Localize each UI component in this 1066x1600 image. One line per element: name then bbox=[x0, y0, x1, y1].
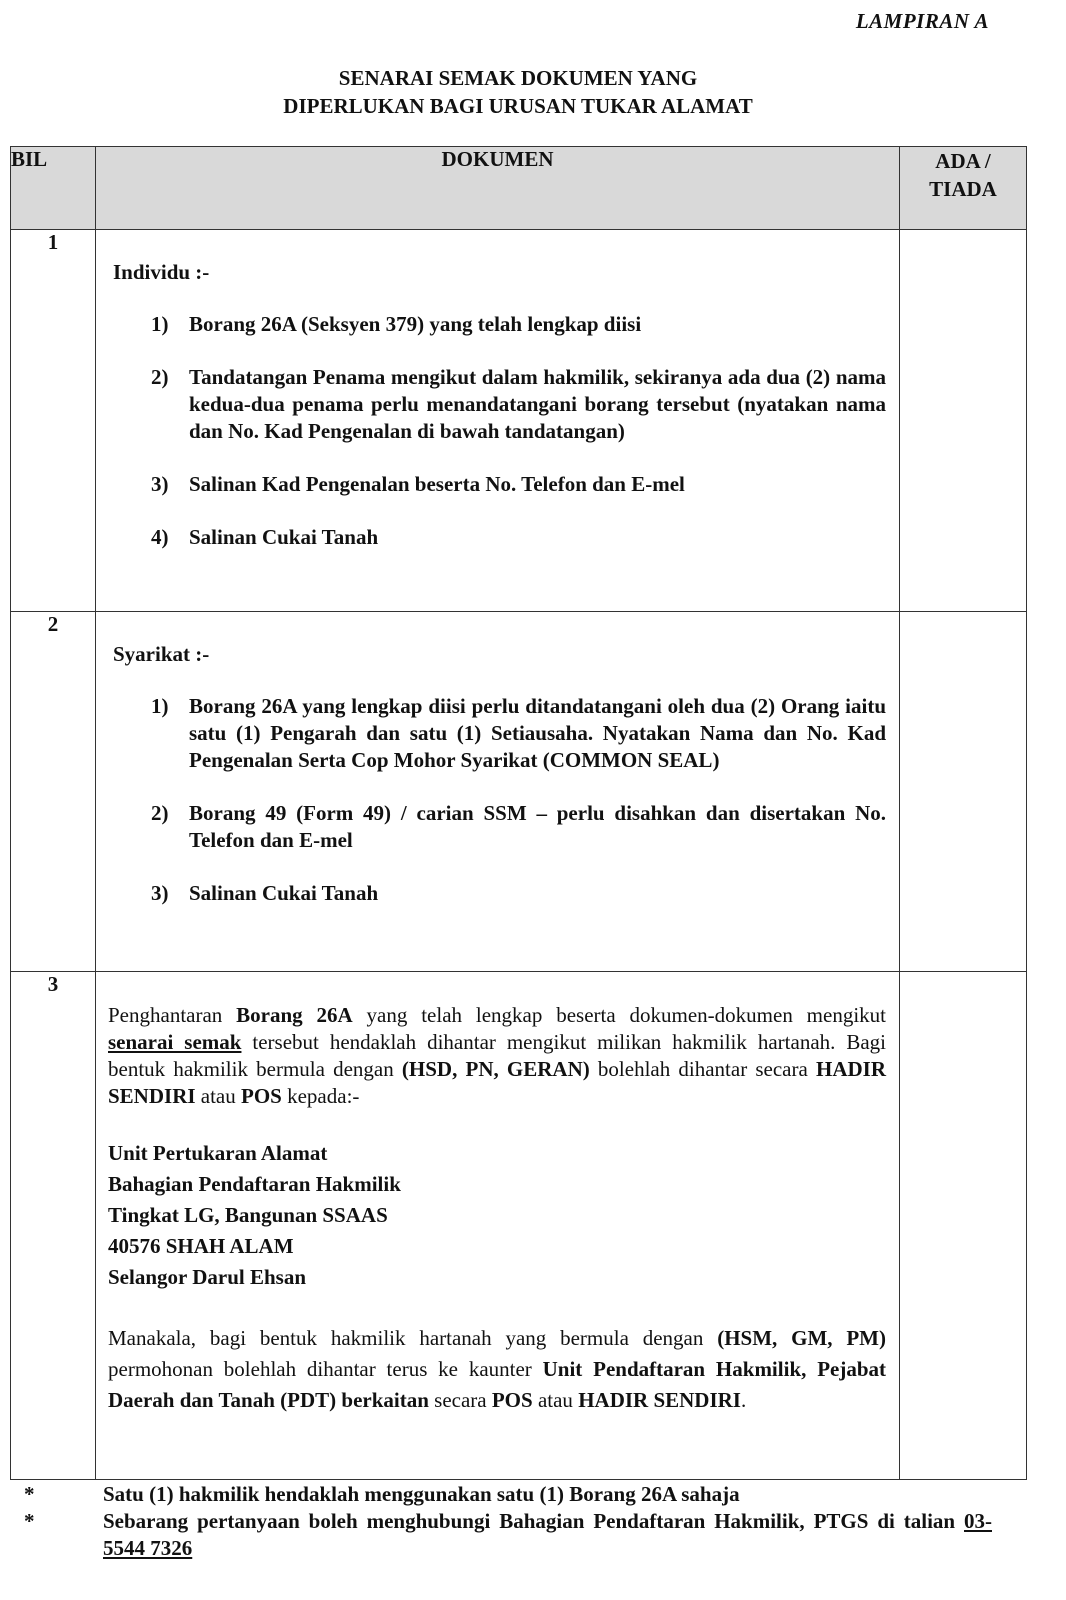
column-header-ada-tiada bbox=[900, 147, 1027, 230]
item-number: 1) bbox=[151, 694, 169, 718]
ada-tiada-cell[interactable] bbox=[900, 612, 1027, 972]
annex-label: LAMPIRAN A bbox=[855, 9, 989, 33]
text-run: secara bbox=[428, 1388, 492, 1412]
item-text: Salinan Kad Pengenalan beserta No. Telefon dan E-mel bbox=[189, 472, 685, 496]
row-number: 2 bbox=[11, 612, 96, 972]
item-text: Borang 26A yang lengkap diisi perlu ditandatangani oleh dua (2) Orang iaitu satu (1) Pengarah dan satu (1) Setiausaha. Nyatakan Nama dan No. Kad Pengenalan Serta Cop Mohor Syarikat (COMMON SEAL) bbox=[189, 694, 886, 772]
text-run: Penghantaran bbox=[108, 1003, 237, 1027]
ada-tiada-cell[interactable] bbox=[900, 972, 1027, 1480]
column-header-dokumen: DOKUMEN bbox=[96, 147, 900, 230]
text-run: kepada:- bbox=[281, 1084, 360, 1108]
item-text: Borang 49 (Form 49) / carian SSM – perlu disahkan dan disertakan No. Telefon dan E-mel bbox=[189, 801, 886, 852]
item-number: 3) bbox=[151, 472, 169, 496]
text-run: atau bbox=[532, 1388, 579, 1412]
text-run: . bbox=[740, 1388, 747, 1412]
table-header-row bbox=[11, 147, 1027, 230]
text-run: Sebarang pertanyaan boleh menghubungi Bahagian Pendaftaran Hakmilik, PTGS di talian bbox=[103, 1509, 964, 1533]
footnotes bbox=[24, 1481, 992, 1562]
checklist-table bbox=[10, 146, 1027, 1480]
submission-instructions bbox=[96, 972, 899, 1416]
method-in-person: HADIR SENDIRI bbox=[108, 1057, 886, 1108]
list-item bbox=[151, 524, 886, 551]
counter-unit: Unit Pendaftaran Hakmilik, Pejabat Daerah dan Tanah (PDT) berkaitan bbox=[108, 1357, 887, 1412]
form-name: Borang 26A bbox=[236, 1003, 353, 1027]
document-list bbox=[96, 311, 899, 551]
item-text: Salinan Cukai Tanah bbox=[189, 881, 379, 905]
list-item bbox=[151, 693, 886, 774]
address-line: Tingkat LG, Bangunan SSAAS bbox=[108, 1203, 388, 1227]
method-post: POS bbox=[241, 1084, 282, 1108]
page-title bbox=[0, 64, 1036, 120]
row-content-syarikat bbox=[96, 612, 900, 972]
title-types: (HSD, PN, GERAN) bbox=[401, 1057, 590, 1081]
section-title: Syarikat :- bbox=[113, 642, 210, 666]
phone-number[interactable]: 03-5544 7326 bbox=[103, 1509, 992, 1560]
table-row bbox=[11, 230, 1027, 612]
table-row bbox=[11, 972, 1027, 1480]
address-line: Selangor Darul Ehsan bbox=[108, 1265, 306, 1289]
tiada-label: TIADA bbox=[929, 177, 997, 201]
footnote-text bbox=[103, 1508, 992, 1562]
column-header-bil: BIL bbox=[11, 147, 96, 230]
title-types: (HSM, GM, PM) bbox=[717, 1326, 886, 1350]
text-run: Manakala, bagi bentuk hakmilik hartanah yang bermula dengan bbox=[108, 1326, 718, 1350]
item-number: 2) bbox=[151, 801, 169, 825]
method-in-person: HADIR SENDIRI bbox=[578, 1388, 741, 1412]
submission-paragraph bbox=[108, 1002, 886, 1110]
item-text: Borang 26A (Seksyen 379) yang telah lengkap diisi bbox=[189, 312, 642, 336]
ada-tiada-cell[interactable] bbox=[900, 230, 1027, 612]
ada-label: ADA / bbox=[935, 149, 991, 173]
row-number: 3 bbox=[11, 972, 96, 1480]
item-number: 2) bbox=[151, 365, 169, 389]
address-line: 40576 SHAH ALAM bbox=[108, 1234, 294, 1258]
item-text: Tandatangan Penama mengikut dalam hakmilik, sekiranya ada dua (2) nama kedua-dua penama perlu menandatangani borang tersebut (nyatakan nama dan No. Kad Pengenalan di bawah tandatangan) bbox=[189, 365, 886, 443]
list-item bbox=[151, 364, 886, 445]
title-line-2: DIPERLUKAN BAGI URUSAN TUKAR ALAMAT bbox=[283, 94, 753, 118]
document-list bbox=[96, 693, 899, 907]
text-run: yang telah lengkap beserta dokumen-dokumen mengikut bbox=[352, 1003, 886, 1027]
footnote bbox=[24, 1508, 992, 1562]
list-item bbox=[151, 800, 886, 854]
list-item bbox=[151, 471, 886, 498]
list-item bbox=[151, 880, 886, 907]
row-content-penghantaran bbox=[96, 972, 900, 1480]
item-number: 4) bbox=[151, 525, 169, 549]
counter-paragraph bbox=[108, 1323, 886, 1416]
row-number: 1 bbox=[11, 230, 96, 612]
address-line: Bahagian Pendaftaran Hakmilik bbox=[108, 1172, 401, 1196]
footnote-text: Satu (1) hakmilik hendaklah menggunakan satu (1) Borang 26A sahaja bbox=[103, 1482, 740, 1506]
asterisk: * bbox=[24, 1482, 35, 1506]
text-run: atau bbox=[195, 1084, 242, 1108]
section-title: Individu :- bbox=[113, 260, 210, 284]
checklist-ref: senarai semak bbox=[108, 1030, 242, 1054]
text-run: tersebut hendaklah dihantar mengikut milikan hakmilik hartanah. Bagi bentuk hakmilik bermula dengan bbox=[108, 1030, 886, 1081]
mailing-address bbox=[108, 1138, 886, 1293]
asterisk: * bbox=[24, 1509, 35, 1533]
item-text: Salinan Cukai Tanah bbox=[189, 525, 379, 549]
title-line-1: SENARAI SEMAK DOKUMEN YANG bbox=[338, 66, 698, 90]
text-run: permohonan bolehlah dihantar terus ke kaunter bbox=[108, 1357, 543, 1381]
row-content-individu bbox=[96, 230, 900, 612]
item-number: 3) bbox=[151, 881, 169, 905]
list-item bbox=[151, 311, 886, 338]
table-row bbox=[11, 612, 1027, 972]
text-run: bolehlah dihantar secara bbox=[589, 1057, 816, 1081]
method-post: POS bbox=[491, 1388, 533, 1412]
footnote bbox=[24, 1481, 992, 1508]
address-line: Unit Pertukaran Alamat bbox=[108, 1141, 328, 1165]
item-number: 1) bbox=[151, 312, 169, 336]
